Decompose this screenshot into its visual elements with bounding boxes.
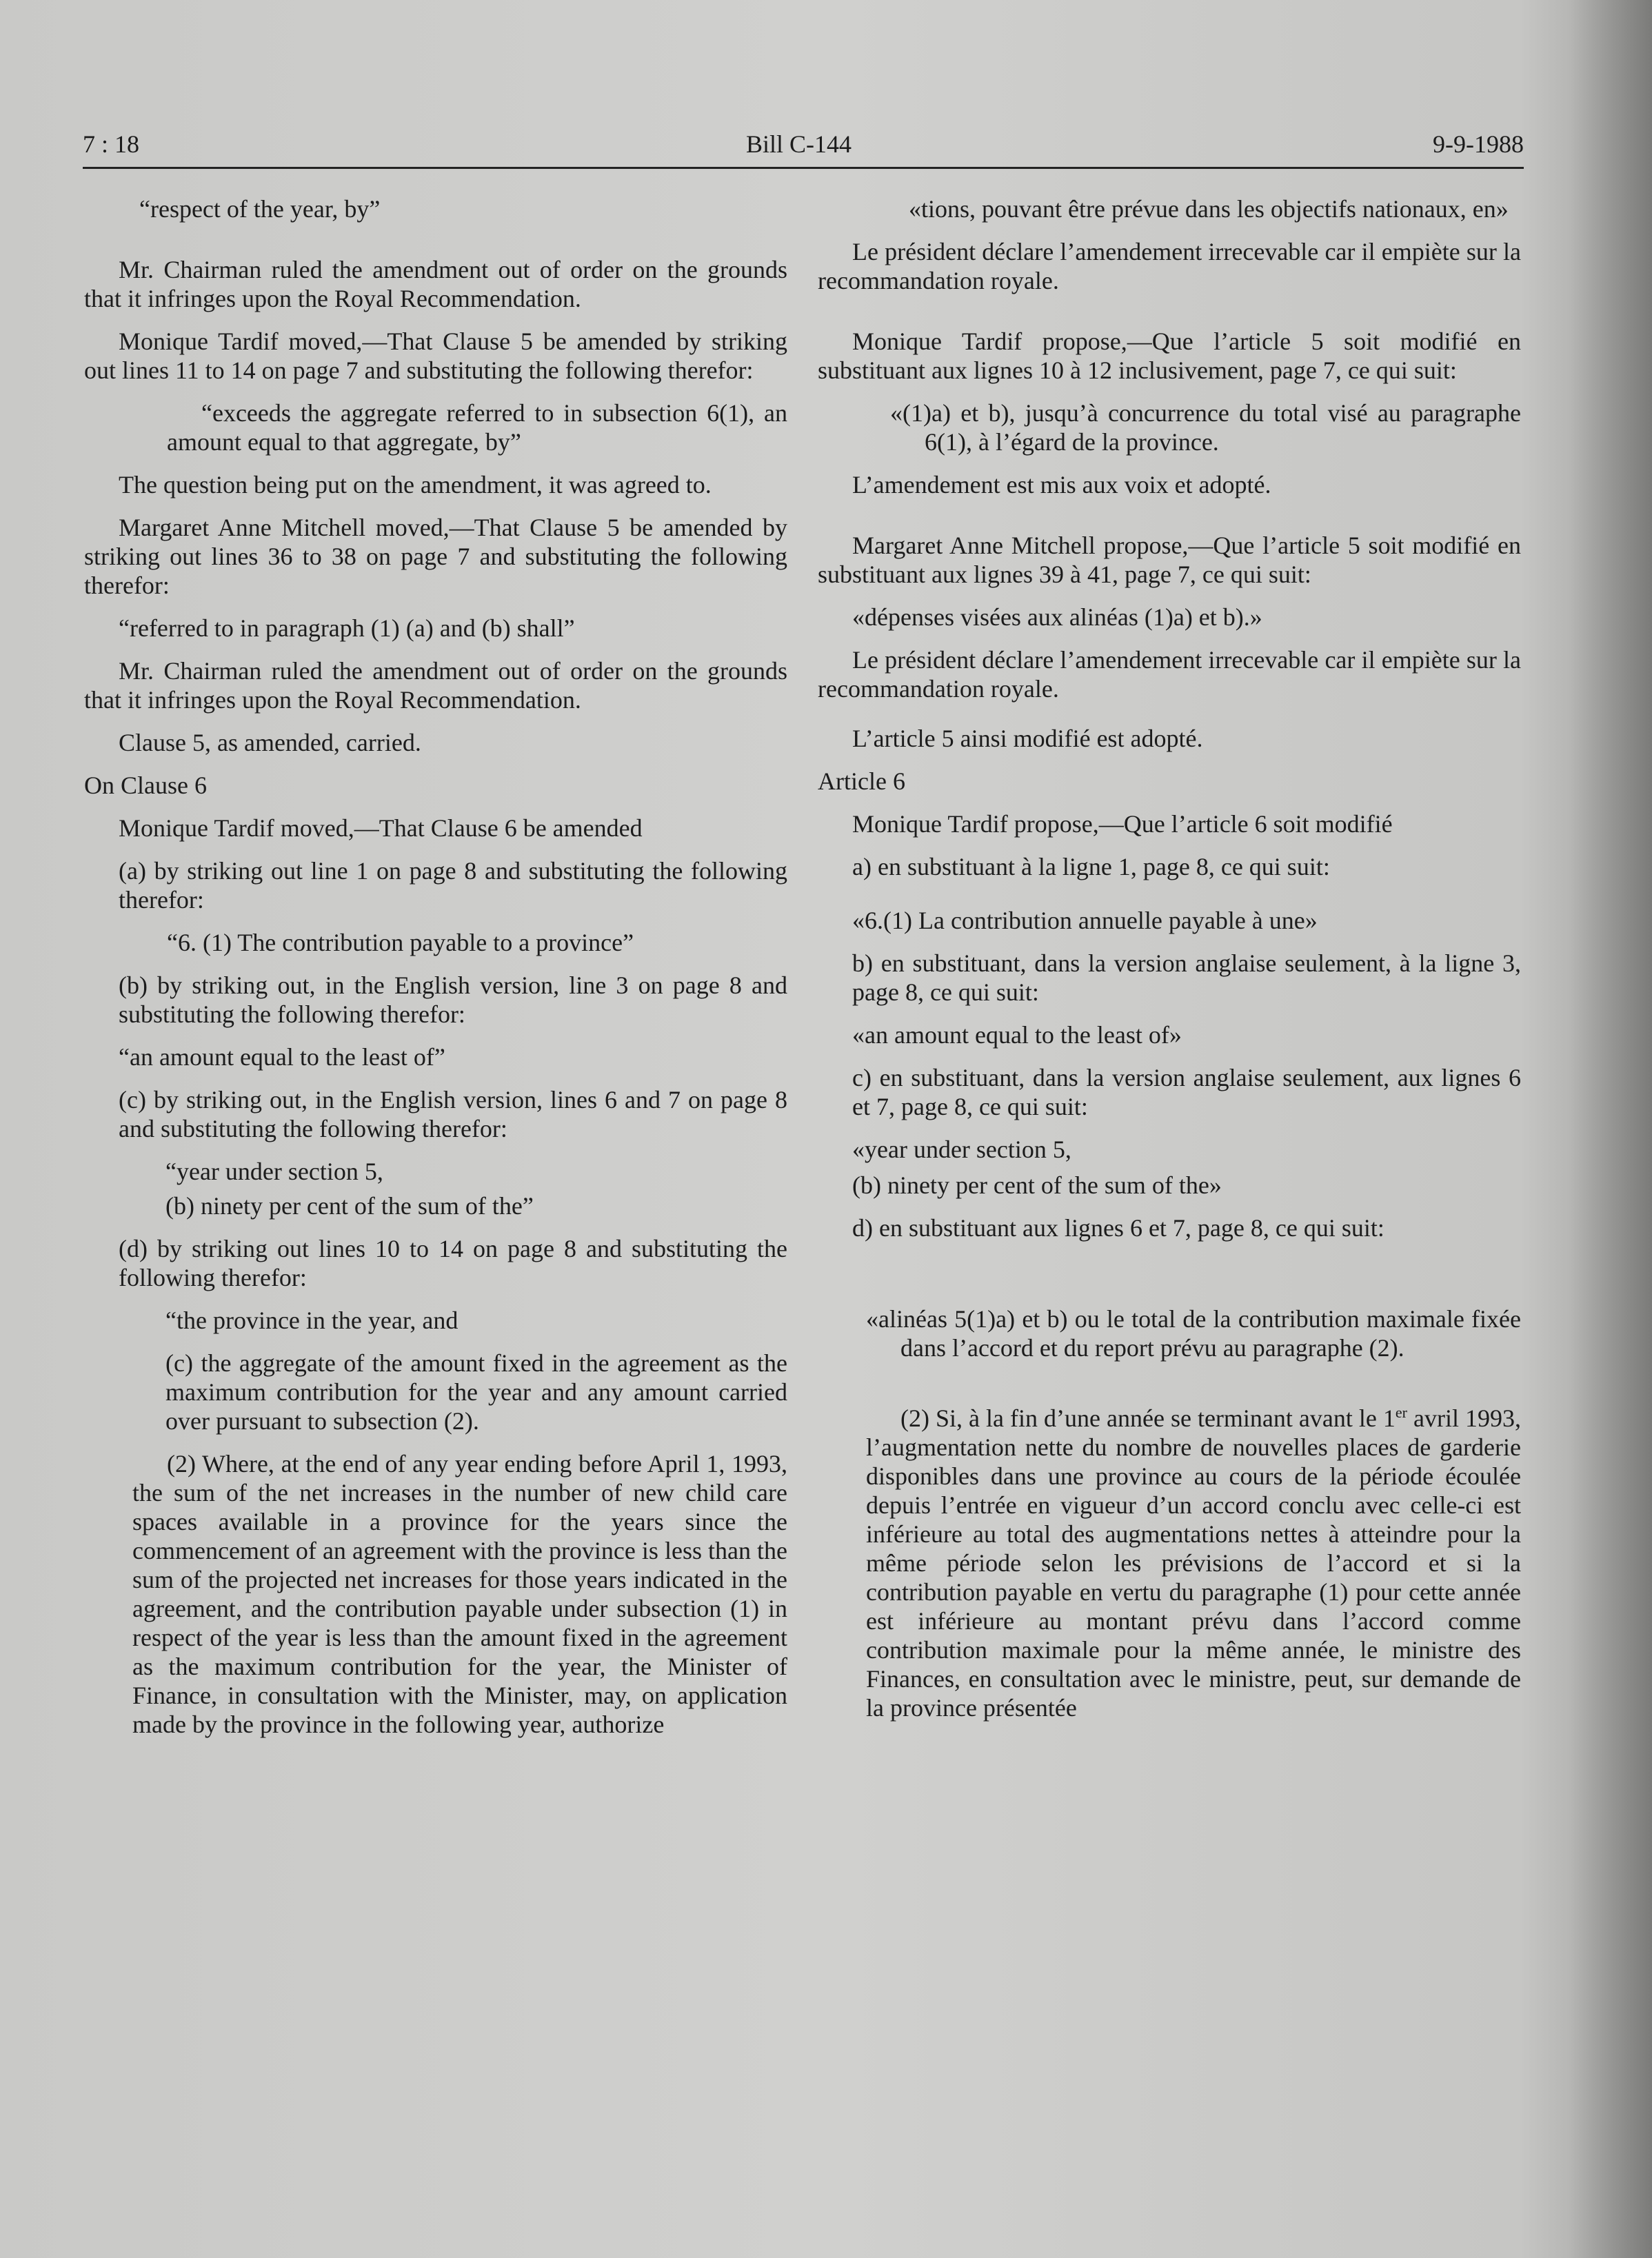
quote-text: «an amount equal to the least of» <box>852 1021 1182 1049</box>
french-column <box>818 194 1521 1736</box>
ruling-paragraph: Le président déclare l’amendement irrecevable car il empiète sur la recommandation royale. <box>818 238 1521 294</box>
amendment-item: (d) by striking out lines 10 to 14 on page 8 and substituting the following therefor: <box>119 1235 787 1291</box>
motion-paragraph: Monique Tardif moved,—That Clause 5 be amended by striking out lines 11 to 14 on page 7 and substituting the following therefor: <box>84 327 787 384</box>
quote-text <box>818 1404 1521 1722</box>
quote-text: “respect of the year, by” <box>139 195 381 223</box>
quote-text: “the province in the year, and <box>165 1307 459 1334</box>
quote-text: “exceeds the aggregate referred to in subsection 6(1), an amount equal to that aggregate, by” <box>167 399 787 456</box>
motion-paragraph: Margaret Anne Mitchell propose,—Que l’article 5 soit modifié en substituant aux lignes 39 à 41, page 7, ce qui suit: <box>818 532 1521 588</box>
motion-paragraph: Monique Tardif propose,—Que l’article 5 soit modifié en substituant aux lignes 10 à 12 inclusivement, page 7, ce qui suit: <box>818 327 1521 384</box>
motion-paragraph: Monique Tardif propose,—Que l’article 6 soit modifié <box>852 810 1393 838</box>
quote-text: «tions, pouvant être prévue dans les objectifs nationaux, en» <box>909 195 1509 223</box>
quote-text: “6. (1) The contribution payable to a province” <box>167 929 634 956</box>
quote-text-rest: avril 1993, l’augmentation nette du nombre de nouvelles places de garderie disponibles dans une province au cours de la période écoulée depuis l’entrée en vigueur d’un accord conclu avec celle-ci est inférieure au total des augmentations nettes à atteindre pour la même période selon les prévisions de l’accord et si la contribution payable en vertu du paragraphe (1) pour cette année est inférieure au montant prévu dans l’accord comme contribution maximale pour la même année, le ministre des Finances, en consultation avec le ministre, peut, sur demande de la province présentée <box>866 1404 1521 1722</box>
result-paragraph: L’amendement est mis aux voix et adopté. <box>852 471 1271 498</box>
quote-text: (c) the aggregate of the amount fixed in the agreement as the maximum contribution for the year and any amount carried over pursuant to subsection (2). <box>165 1349 787 1435</box>
quote-text: «year under section 5, <box>852 1136 1071 1163</box>
quote-text: “an amount equal to the least of” <box>119 1043 445 1071</box>
article-heading: Article 6 <box>818 767 905 795</box>
quote-text: «alinéas 5(1)a) et b) ou le total de la contribution maximale fixée dans l’accord et du report prévu au paragraphe (2). <box>866 1305 1521 1362</box>
quote-text: “referred to in paragraph (1) (a) and (b) shall” <box>119 614 575 642</box>
page-edge-shadow <box>1569 0 1652 2258</box>
english-column <box>84 194 787 1753</box>
amendment-item: (c) by striking out, in the English version, lines 6 and 7 on page 8 and substituting the following therefor: <box>119 1086 787 1142</box>
amendment-item: (b) by striking out, in the English version, line 3 on page 8 and substituting the following therefor: <box>119 971 787 1028</box>
result-paragraph: L’article 5 ainsi modifié est adopté. <box>852 725 1203 752</box>
ruling-paragraph: Le président déclare l’amendement irrecevable car il empiète sur la recommandation royale. <box>818 646 1521 703</box>
ruling-paragraph: Mr. Chairman ruled the amendment out of order on the grounds that it infringes upon the Royal Recommendation. <box>84 657 787 714</box>
clause-heading: On Clause 6 <box>84 772 207 799</box>
header-date: 9-9-1988 <box>1433 130 1524 158</box>
result-paragraph: Clause 5, as amended, carried. <box>119 729 421 756</box>
motion-paragraph: Margaret Anne Mitchell moved,—That Clause 5 be amended by striking out lines 36 to 38 on page 7 and substituting the following therefor: <box>84 514 787 599</box>
amendment-item: (a) by striking out line 1 on page 8 and substituting the following therefor: <box>119 857 787 914</box>
amendment-item: d) en substituant aux lignes 6 et 7, page 8, ce qui suit: <box>852 1214 1384 1242</box>
quote-text: «6.(1) La contribution annuelle payable à une» <box>852 907 1318 934</box>
quote-text-start: (2) Si, à la fin d’une année se terminant avant le 1 <box>900 1404 1396 1432</box>
superscript: er <box>1395 1404 1407 1421</box>
page-reference: 7 : 18 <box>83 130 140 158</box>
quote-text: «dépenses visées aux alinéas (1)a) et b).» <box>852 603 1262 631</box>
ruling-paragraph: Mr. Chairman ruled the amendment out of order on the grounds that it infringes upon the Royal Recommendation. <box>84 256 787 312</box>
quote-text: «(1)a) et b), jusqu’à concurrence du total visé au paragraphe 6(1), à l’égard de la province. <box>890 399 1521 456</box>
bill-title: Bill C-144 <box>746 130 852 158</box>
quote-text: (b) ninety per cent of the sum of the” <box>165 1192 534 1220</box>
page-header <box>83 130 1524 171</box>
quote-text: “year under section 5, <box>165 1158 383 1185</box>
quote-text: (b) ninety per cent of the sum of the» <box>852 1171 1222 1199</box>
amendment-item: c) en substituant, dans la version anglaise seulement, aux lignes 6 et 7, page 8, ce qui suit: <box>852 1064 1521 1120</box>
amendment-item: b) en substituant, dans la version anglaise seulement, à la ligne 3, page 8, ce qui suit: <box>852 949 1521 1006</box>
result-paragraph: The question being put on the amendment, it was agreed to. <box>119 471 712 498</box>
quote-text: (2) Where, at the end of any year ending before April 1, 1993, the sum of the net increases in the number of new child care spaces available in a province for the years since the commencement of an agreement with the province is less than the sum of the projected net increases for those years indicated in the agreement, and the contribution payable under subsection (1) in respect of the year is less than the amount fixed in the agreement as the maximum contribution for the year, the Minister of Finance, in consultation with the Minister, may, on application made by the province in the following year, authorize <box>132 1450 787 1738</box>
header-rule <box>83 167 1524 169</box>
amendment-item: a) en substituant à la ligne 1, page 8, ce qui suit: <box>852 853 1330 880</box>
motion-paragraph: Monique Tardif moved,—That Clause 6 be amended <box>119 814 643 842</box>
